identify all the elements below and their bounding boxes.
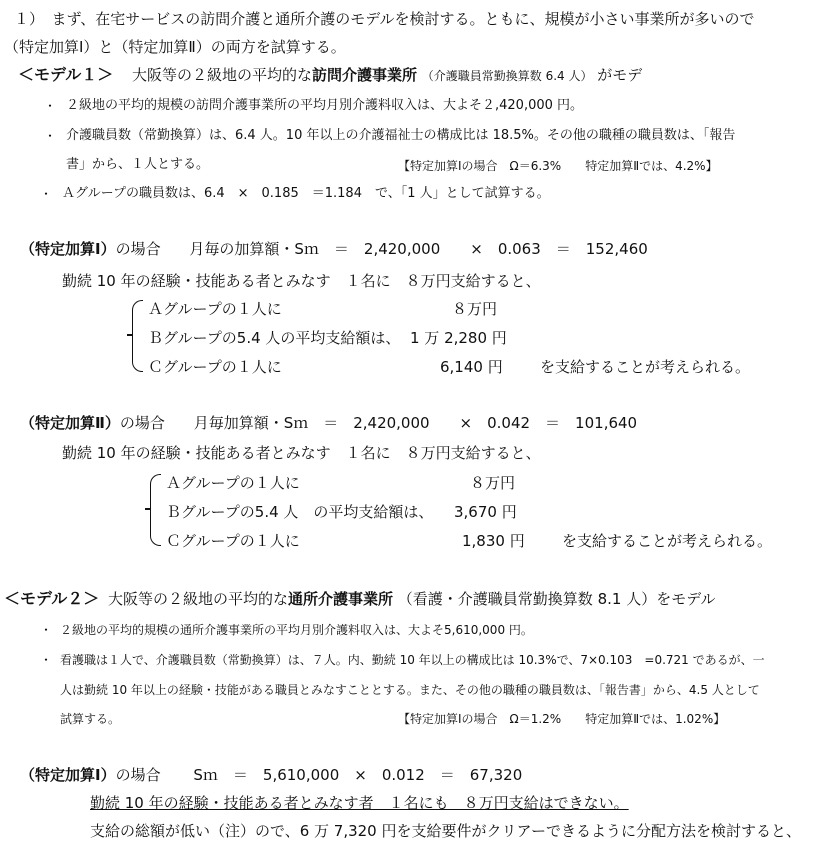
model2-bullet-2a: 看護職は１人で、介護職員数（常勤換算）は、７人。内、勤続 10 年以上の構成比は 10.3%で、7×0.103 =0.721 であるが、一 [60,653,765,667]
model2-heading [4,590,715,608]
model1-heading-bold: 訪問介護事業所 [312,66,418,84]
model2-bullet-1: ２級地の平均的規模の通所介護事業所の平均月別介護料収入は、大よそ5,610,000 円。 [60,623,533,637]
brace-tip [145,508,151,510]
brace [150,474,161,546]
brace-tip [127,334,133,336]
model2-bullet-2c: 試算する。 [60,712,121,726]
model1-bullet-2a: 介護職員数（常勤換算）は、6.4 人。10 年以上の介護福祉士の構成比は 18.5%。その他の職種の職員数は、「報告 [66,128,736,143]
bullet-dot: ・ [44,129,57,143]
model2-heading-tail: （看護・介護職員常勤換算数 8.1 人）をモデル [397,590,716,608]
model1-heading-small: （介護職員常勤換算数 6.4 人） [421,69,593,83]
model2-heading-text: 大阪等の２級地の平均的な [107,590,288,608]
model1-t1-label: （特定加算Ⅰ） [20,240,116,258]
model2-t1-formula-line [20,766,522,784]
brace [132,300,143,372]
model1-t2-row-amount: 3,670 円 [454,503,517,521]
model1-t1-row-name: Ｂグループの5.4 人の平均支給額は、 [148,329,401,347]
bullet-dot: ・ [40,623,53,637]
model1-t1-formula: 月毎の加算額・Sｍ ＝ 2,420,000 × 0.063 ＝ 152,460 [189,240,648,258]
model1-heading [18,66,642,85]
model1-t1-formula-line [20,240,648,258]
model2-heading-label: ＜モデル２＞ [4,589,100,608]
model1-t1-desc: 勤続 10 年の経験・技能ある者とみなす １名に ８万円支給すると、 [62,272,541,290]
model1-t1-case: の場合 [115,240,161,258]
model1-t2-row-amount: ８万円 [470,474,516,492]
model1-t1-row-amount: ８万円 [452,300,498,318]
model1-t1-row-amount: 6,140 円 [440,358,503,376]
model2-t1-desc: 勤続 10 年の経験・技能ある者とみなす者 １名にも ８万円支給はできない。 [90,794,629,812]
model1-t2-desc: 勤続 10 年の経験・技能ある者とみなす １名に ８万円支給すると、 [62,444,541,462]
model1-t2-row-name: Ａグループの１人に [166,474,300,492]
bullet-dot: ・ [40,653,53,667]
intro-line-1: １） まず、在宅サービスの訪問介護と通所介護のモデルを検討する。ともに、規模が小さい事業所が多いので [14,10,755,28]
model1-t2-row-name: Ｃグループの１人に [166,532,300,550]
model1-bullet-2b: 書」から、１人とする。 [66,157,210,172]
model1-t1-row-amount: 1 万 2,280 円 [410,329,507,347]
model2-t1-label: （特定加算Ⅰ） [20,766,116,784]
model2-t1-case: の場合 [115,766,161,784]
model1-t2-conclusion: を支給することが考えられる。 [562,532,773,550]
bullet-dot: ・ [40,187,53,201]
bullet-dot: ・ [44,99,57,113]
model1-bullet-1: ２級地の平均的規模の訪問介護事業所の平均月別介護料収入は、大よそ２,420,000 円。 [66,98,584,113]
model1-t2-formula: 月毎加算額・Sｍ ＝ 2,420,000 × 0.042 ＝ 101,640 [193,414,638,432]
model1-heading-label: ＜モデル１＞ [18,65,114,84]
model2-heading-bold: 通所介護事業所 [288,590,394,608]
model1-t2-formula-line [20,414,637,432]
model2-t1-last: 支給の総額が低い（注）ので、6 万 7,320 円を支給要件がクリアーできるように分配方法を検討すると、 [90,822,802,840]
model1-t1-row-name: Ｃグループの１人に [148,358,282,376]
model1-t1-row-name: Ａグループの１人に [148,300,282,318]
model2-bullet-2-note: 【特定加算Ⅰの場合 Ω＝1.2% 特定加算Ⅱでは、1.02%】 [398,712,726,726]
model2-bullet-2b: 人は勤続 10 年以上の経験・技能がある職員とみなすこととする。また、その他の職種の職員数は、「報告書」から、4.5 人として [60,683,760,697]
model2-t1-formula: Sｍ ＝ 5,610,000 × 0.012 ＝ 67,320 [193,766,523,784]
model1-t1-conclusion: を支給することが考えられる。 [540,358,751,376]
model1-t2-case: の場合 [119,414,165,432]
intro-line-2: （特定加算Ⅰ）と（特定加算Ⅱ）の両方を試算する。 [4,38,346,56]
model1-t2-label: （特定加算Ⅱ） [20,414,120,432]
model1-bullet-3: Ａグループの職員数は、6.4 × 0.185 ＝1.184 で、「1 人」として試算する。 [62,186,550,201]
model1-t2-row-amount: 1,830 円 [462,532,525,550]
model1-t2-row-name: Ｂグループの5.4 人 の平均支給額は、 [166,503,434,521]
model1-heading-text: 大阪等の２級地の平均的な [131,66,312,84]
model1-heading-tail: がモデ [597,66,643,84]
model1-bullet-2-note: 【特定加算Ⅰの場合 Ω＝6.3% 特定加算Ⅱでは、4.2%】 [398,159,718,173]
